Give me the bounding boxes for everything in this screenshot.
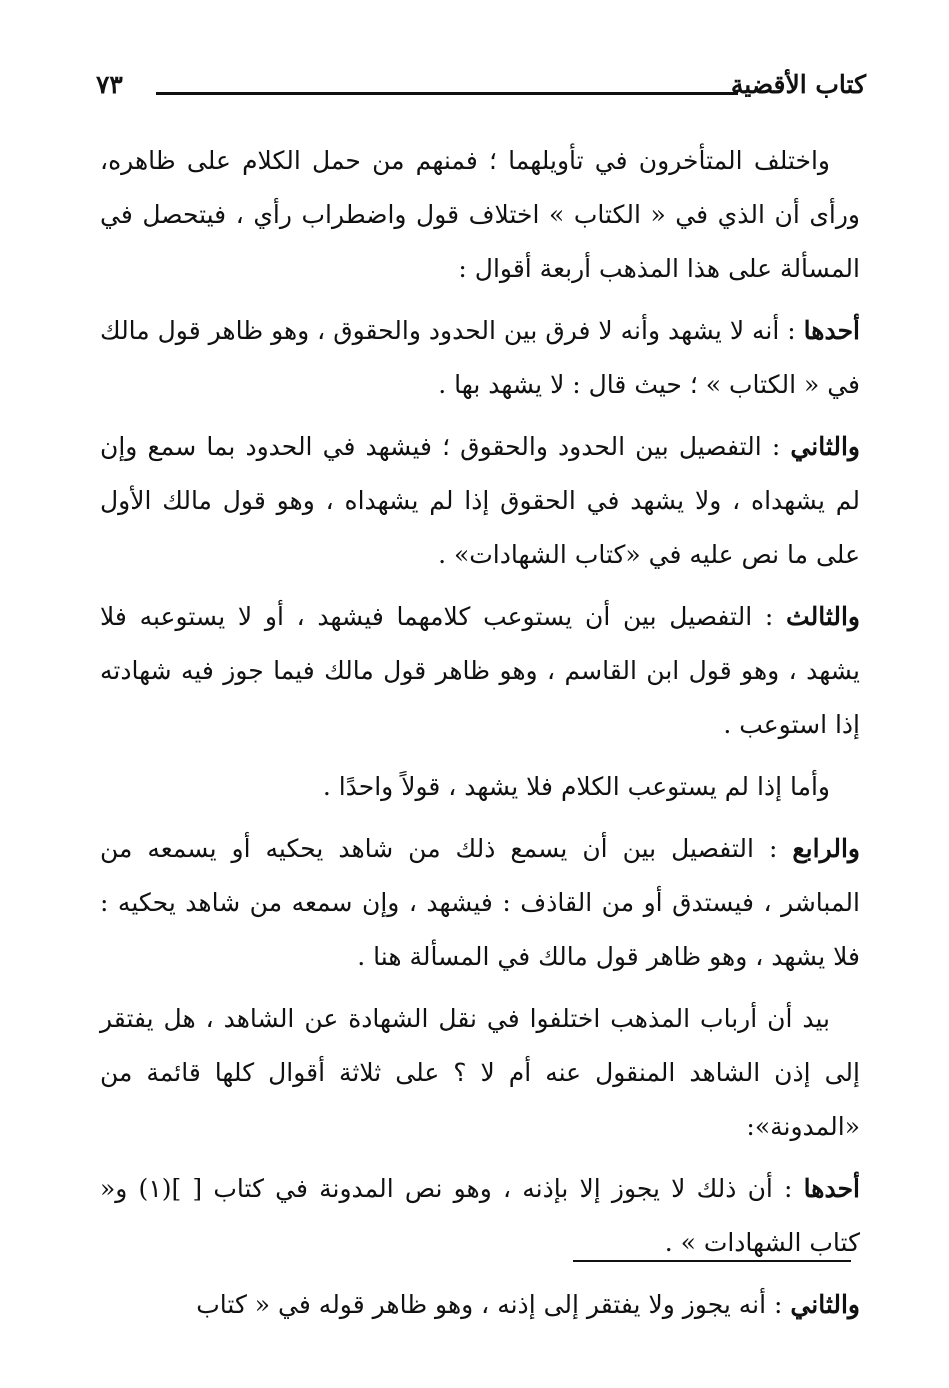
header-rule [156,92,738,95]
paragraph: والثاني : التفصيل بين الحدود والحقوق ؛ فيشهد في الحدود بما سمع وإن لم يشهداه ، ولا يشهد في الحقوق إذا لم يشهداه ، وهو قول مالك الأول على ما نص عليه في «كتاب الشهادات» . [100,432,860,569]
paragraph: بيد أن أرباب المذهب اختلفوا في نقل الشهادة عن الشاهد ، هل يفتقر إلى إذن الشاهد المنقول عنه أم لا ؟ على ثلاثة أقوال كلها قائمة من «المدونة»: [100,1004,860,1141]
paragraph: والثالث : التفصيل بين أن يستوعب كلامهما فيشهد ، أو لا يستوعبه فلا يشهد ، وهو قول ابن القاسم ، وهو ظاهر قول مالك فيما جوز فيه شهادته إذا استوعب . [100,602,860,739]
paragraph: والرابع : التفصيل بين أن يسمع ذلك من شاهد يحكيه أو يسمعه من المباشر ، فيستدق أو من القاذف : فيشهد ، وإن سمعه من شاهد يحكيه : فلا يشهد ، وهو ظاهر قول مالك في المسألة هنا . [100,834,860,971]
paragraph: أحدها : أنه لا يشهد وأنه لا فرق بين الحدود والحقوق ، وهو ظاهر قول مالك في « الكتاب » ؛ حيث قال : لا يشهد بها . [100,316,860,399]
paragraph: وأما إذا لم يستوعب الكلام فلا يشهد ، قولاً واحدًا . [322,772,830,801]
running-title: كتاب الأقضية [730,70,866,99]
paragraph-lead: والثاني [790,432,860,461]
paragraph: أحدها : أن ذلك لا يجوز إلا بإذنه ، وهو نص المدونة في كتاب [ ](١) و« كتاب الشهادات » . [100,1174,860,1257]
paragraph-lead: أحدها [803,316,860,345]
paragraph: واختلف المتأخرون في تأويلهما ؛ فمنهم من حمل الكلام على ظاهره، ورأى أن الذي في « الكتاب » اختلاف قول واضطراب رأي ، فيتحصل في المسألة على هذا المذهب أربعة أقوال : [100,146,860,283]
footnote-separator [573,1260,851,1262]
page-number: ٧٣ [96,70,123,99]
paragraph-lead: والثاني [790,1290,860,1319]
page-body [100,134,860,1332]
paragraph-lead: أحدها [803,1174,860,1203]
paragraph-lead: والرابع [792,834,860,863]
paragraph: والثاني : أنه يجوز ولا يفتقر إلى إذنه ، وهو ظاهر قوله في « كتاب [196,1290,860,1319]
paragraph-lead: والثالث [786,602,860,631]
page-header [96,66,866,114]
